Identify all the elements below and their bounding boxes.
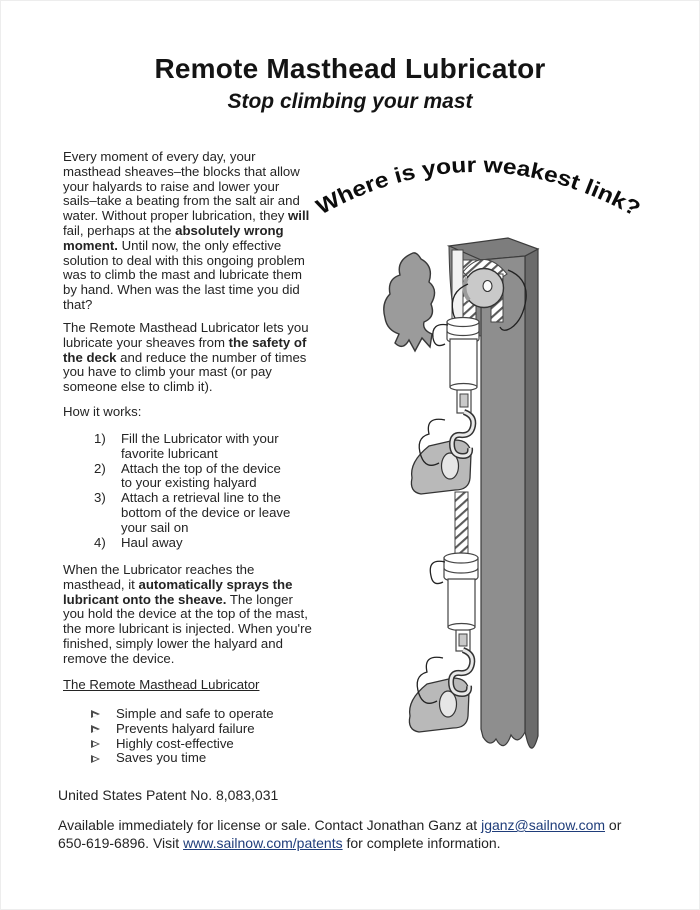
text-line: you hold the device at the top of the mast, <box>63 606 308 622</box>
link[interactable]: www.sailnow.com/patents <box>183 835 343 852</box>
feature-text: Simple and safe to operate <box>116 706 274 721</box>
feature-item <box>63 751 355 766</box>
paragraph-intro <box>63 150 355 313</box>
page-subtitle: Stop climbing your mast <box>227 90 473 113</box>
text-line: your sail on <box>121 519 189 535</box>
text-line: Fill the Lubricator with your <box>121 431 279 446</box>
text-line: bottom of the device or leave <box>121 504 291 520</box>
text-line: 650-619-6896. Visit www.sailnow.com/patents for complete information. <box>58 835 501 852</box>
mast-bracket <box>384 253 435 351</box>
item-number: 4) <box>94 534 106 550</box>
text-line: favorite lubricant <box>121 445 218 461</box>
feature-item <box>63 737 355 752</box>
text-line: lubricant onto the sheave. The longer <box>63 591 293 607</box>
features-heading: The Remote Masthead Lubricator <box>63 677 260 692</box>
feature-text: Saves you time <box>116 750 207 766</box>
cap-lanyard-lower <box>430 561 445 583</box>
feature-text: Highly cost-effective <box>116 735 234 751</box>
text-line: sails–take a beating from the salt air and <box>63 193 300 209</box>
text-line: the more lubricant is injected. When you're <box>63 621 312 637</box>
text-line: your halyards to raise and lower your <box>63 178 280 194</box>
svg-text:Where is your weakest link? <box>312 153 644 221</box>
text-line: finished, simply lower the halyard and <box>63 635 283 651</box>
text-line: someone else to climb it). <box>63 379 213 395</box>
arc-headline-text: Where is your weakest link? <box>312 152 643 221</box>
text-line: lubricate your sheaves from the safety of <box>63 334 307 350</box>
link[interactable]: jganz@sailnow.com <box>481 817 606 833</box>
numbered-item <box>63 462 355 492</box>
text-line: masthead, it automatically sprays the <box>63 576 293 592</box>
feature-text: Prevents halyard failure <box>116 720 255 736</box>
masthead-sheave <box>465 269 504 308</box>
text-line: When the Lubricator reaches the <box>63 562 255 577</box>
device-illustration <box>351 226 671 771</box>
text-line: that? <box>63 296 93 312</box>
feature-item <box>63 722 355 737</box>
text-line: Every moment of every day, your <box>63 149 256 164</box>
availability-text <box>58 816 678 853</box>
item-number: 2) <box>94 460 106 476</box>
text-line: water. Without proper lubrication, they will <box>63 208 310 224</box>
piston-fitting-upper <box>457 390 471 413</box>
text-line: to your existing halyard <box>121 475 257 491</box>
text-line: remove the device. <box>63 650 175 666</box>
item-number: 1) <box>94 431 106 446</box>
page-title: Remote Masthead Lubricator <box>154 53 546 84</box>
text-line: Attach a retrieval line to the <box>121 490 281 506</box>
paragraph-operation <box>63 563 355 667</box>
text-line: solution to deal with this ongoing problem <box>63 252 305 268</box>
text-line: Haul away <box>121 534 183 550</box>
text-line: The Remote Masthead Lubricator lets you <box>63 320 309 335</box>
paragraph-product <box>63 321 355 395</box>
arrowhead-bullet-icon <box>88 737 116 752</box>
text-line: the deck and reduce the number of times <box>63 349 307 365</box>
numbered-item <box>63 536 355 551</box>
text-line: by hand. When was the last time you did <box>63 282 300 298</box>
item-number: 3) <box>94 490 106 506</box>
text-line: Available immediately for license or sale. Contact Jonathan Ganz at jganz@sailnow.com or <box>58 817 622 833</box>
lubricator-cylinder-lower <box>444 553 478 631</box>
retrieval-rope <box>455 492 468 554</box>
arrowhead-bullet-icon <box>88 707 116 722</box>
numbered-item <box>63 432 355 462</box>
text-line: you have to climb your mast (or pay <box>63 364 272 380</box>
patent-line: United States Patent No. 8,083,031 <box>58 787 279 803</box>
text-line: fail, perhaps at the absolutely wrong <box>63 222 284 238</box>
text-line: moment. Until now, the only effective <box>63 237 282 253</box>
feature-item <box>63 707 355 722</box>
piston-fitting-lower <box>456 630 470 651</box>
features-list <box>63 707 355 766</box>
numbered-item <box>63 491 355 535</box>
how-it-works-label: How it works: <box>63 404 142 419</box>
cap-lanyard-upper <box>433 325 448 346</box>
arrowhead-bullet-icon <box>88 722 116 737</box>
arrowhead-bullet-icon <box>88 751 116 766</box>
text-line: Attach the top of the device <box>121 460 281 476</box>
lubricator-cylinder-upper <box>447 318 479 391</box>
text-line: masthead sheaves–the blocks that allow <box>63 163 300 179</box>
text-line: was to climb the mast and lubricate them <box>63 267 302 283</box>
how-it-works-list <box>63 432 355 550</box>
